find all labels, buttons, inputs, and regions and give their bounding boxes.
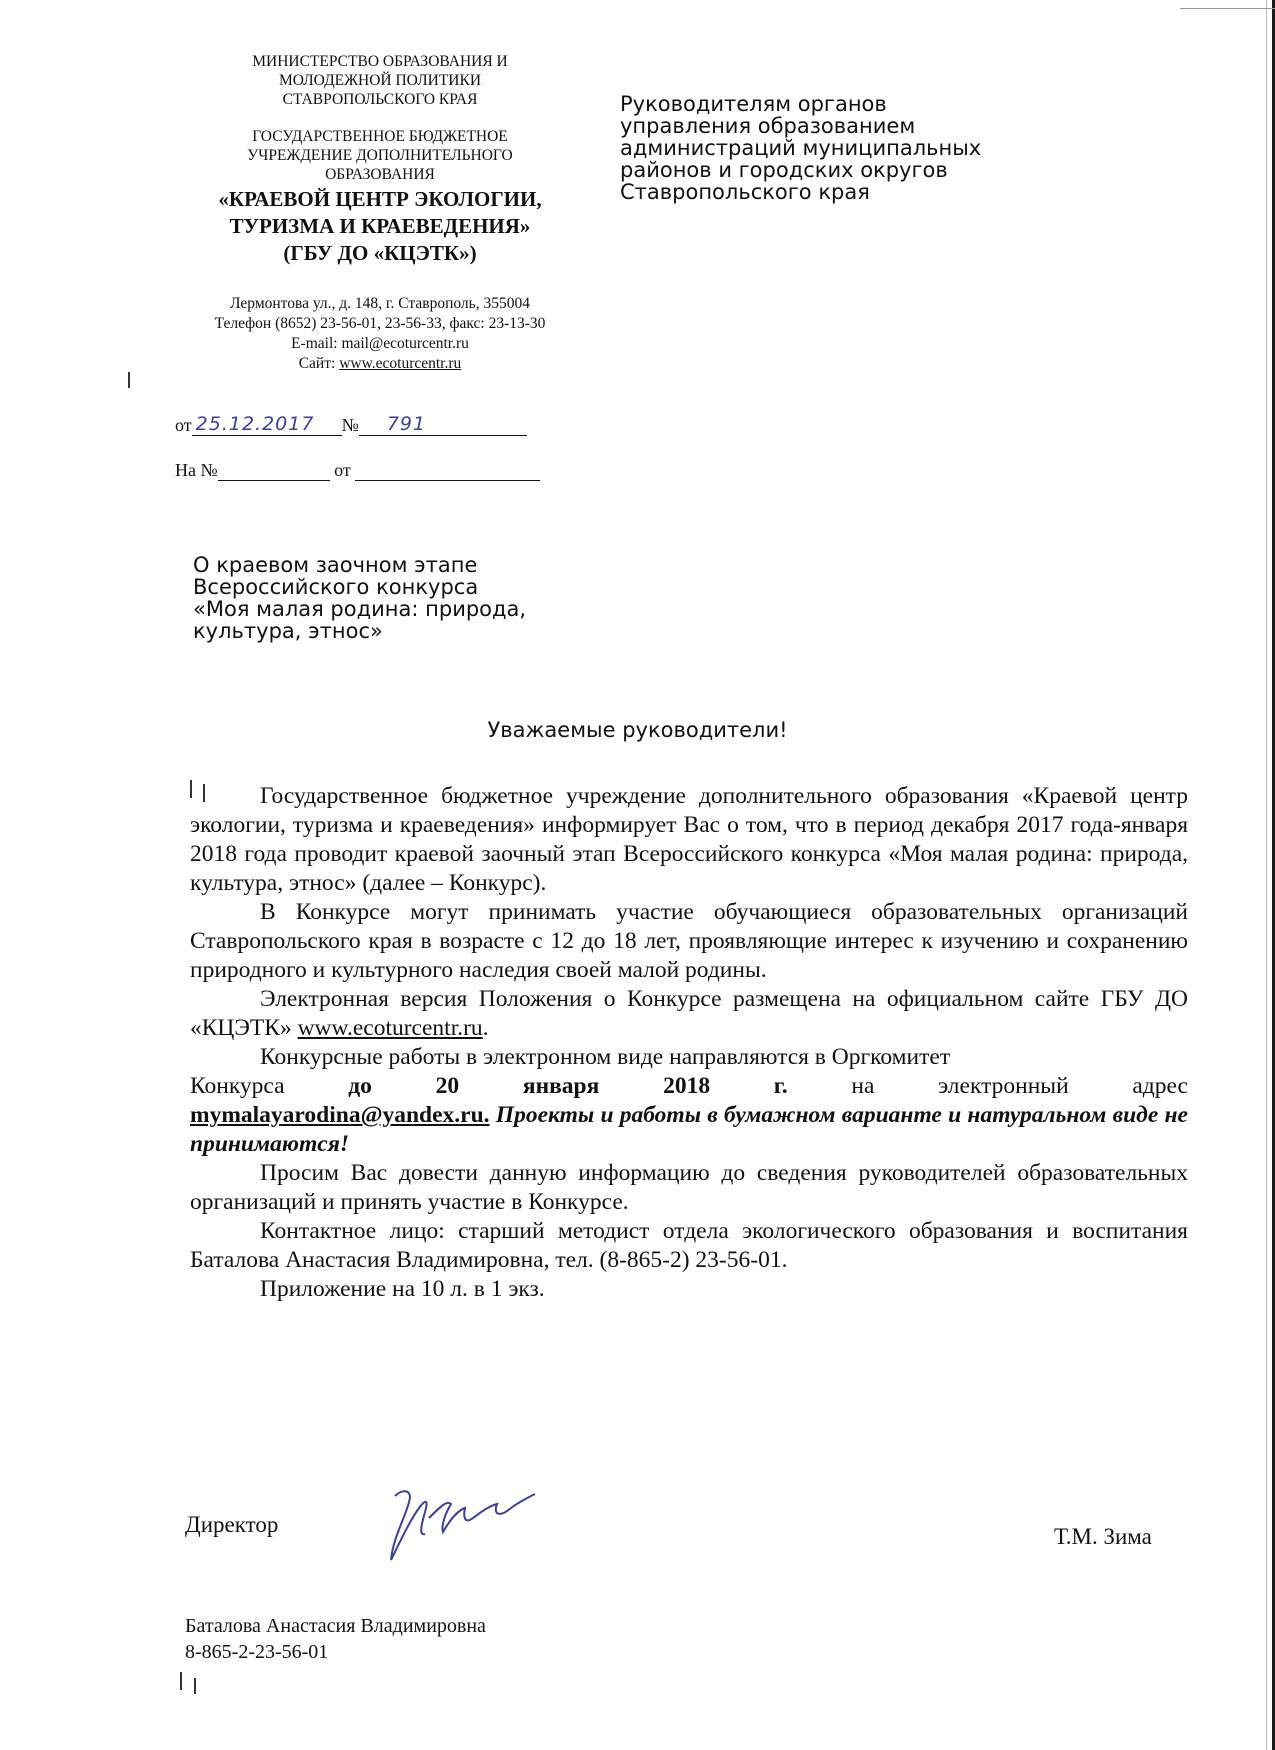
executor-contact	[185, 1613, 486, 1665]
reply-registration	[175, 460, 540, 481]
deadline-word: до	[348, 1073, 372, 1099]
center-name-line: ТУРИЗМА И КРАЕВЕДЕНИЯ»	[229, 214, 531, 238]
submission-word: на	[851, 1073, 875, 1099]
submission-word: Конкурса	[190, 1073, 285, 1099]
reply-from-label: от	[334, 460, 351, 480]
regulations-link[interactable]: www.ecoturcentr.ru	[297, 1015, 483, 1041]
addressee-line: Ставропольского края	[620, 180, 870, 204]
phone: Телефон (8652) 23-56-01, 23-56-33, факс: 23-13-30	[214, 315, 546, 332]
subject-line: О краевом заочном этапе	[193, 553, 478, 577]
scan-artifact	[203, 784, 205, 802]
reply-date-field	[355, 460, 540, 481]
addressee-line: администраций муниципальных	[620, 136, 982, 160]
addressee-line: районов и городских округов	[620, 158, 948, 182]
subject-line: Всероссийского конкурса	[193, 575, 479, 599]
from-label: от	[175, 415, 192, 435]
reply-number-field	[218, 460, 330, 481]
institution-type	[160, 127, 600, 184]
paragraph-regulations	[190, 985, 1188, 1043]
scan-artifact	[194, 1678, 196, 1694]
greeting: Уважаемые руководители!	[487, 718, 788, 742]
paragraph-submission	[190, 1043, 1188, 1159]
addressee-line: управления образованием	[620, 114, 916, 138]
subject	[193, 554, 593, 642]
submission-word: адрес	[1132, 1073, 1188, 1099]
addressee	[620, 93, 1060, 203]
letterhead	[160, 52, 600, 374]
submission-line3	[190, 1101, 1188, 1159]
scan-edge-line	[1266, 0, 1267, 1750]
number-field	[359, 415, 527, 436]
addressee-line: Руководителям органов	[620, 92, 887, 116]
deadline-word: января	[522, 1073, 600, 1099]
paragraph-request: Просим Вас довести данную информацию до сведения руководителей образовательных организаций и принять участие в Конкурсе.	[190, 1160, 1188, 1215]
paragraph-attachment: Приложение на 10 л. в 1 экз.	[260, 1276, 545, 1302]
submission-email[interactable]: mymalayarodina@yandex.ru.	[190, 1102, 490, 1128]
website	[160, 354, 600, 374]
date-field	[192, 415, 342, 436]
scan-top-line	[1180, 8, 1275, 9]
director-signature	[385, 1478, 545, 1568]
institution-line: ГОСУДАРСТВЕННОЕ БЮДЖЕТНОЕ	[252, 128, 508, 145]
paragraph-announcement: Государственное бюджетное учреждение дополнительного образования «Краевой центр экологии, туризма и краеведения» информирует Вас о том, что в период декабря 2017 года-января 2018 года проводит краевой заочный этап Всероссийского конкурса «Моя малая родина: природа, культура, этнос» (далее – Конкурс).	[190, 783, 1188, 896]
ministry-line: МОЛОДЕЖНОЙ ПОЛИТИКИ	[278, 72, 482, 89]
handwritten-date: 25.12.2017	[195, 413, 315, 435]
subject-line: культура, этнос»	[193, 619, 383, 643]
director-position: Директор	[185, 1512, 279, 1537]
number-sign: №	[341, 415, 359, 435]
outgoing-registration	[175, 415, 527, 436]
ministry-name	[160, 52, 600, 109]
letter-body	[190, 782, 1188, 1304]
scan-artifact	[128, 372, 130, 388]
contact-details	[160, 294, 600, 374]
executor-name: Баталова Анастасия Владимировна	[185, 1615, 486, 1637]
submission-line1: Конкурсные работы в электронном виде направляются в Оргкомитет	[260, 1044, 951, 1070]
director-name: Т.М. Зима	[1054, 1524, 1152, 1549]
address: Лермонтова ул., д. 148, г. Ставрополь, 355004	[230, 295, 530, 312]
deadline-word: 20	[435, 1073, 460, 1099]
regulations-end: .	[482, 1015, 489, 1041]
deadline-word: 2018	[663, 1073, 711, 1099]
deadline-word: г.	[773, 1073, 788, 1099]
center-name	[160, 186, 600, 267]
ministry-line: СТАВРОПОЛЬСКОГО КРАЯ	[282, 91, 478, 108]
email: E-mail: mail@ecoturcentr.ru	[291, 335, 469, 352]
institution-line: ОБРАЗОВАНИЯ	[325, 166, 435, 183]
submission-warning: Проекты и работы в бумажном варианте и натуральном виде не принимаются!	[190, 1102, 1188, 1157]
website-link[interactable]: www.ecoturcentr.ru	[339, 355, 462, 372]
scan-artifact	[190, 780, 192, 798]
handwritten-number: 791	[386, 413, 427, 435]
executor-phone: 8-865-2-23-56-01	[185, 1641, 329, 1663]
paragraph-contact: Контактное лицо: старший методист отдела экологического образования и воспитания Баталова Анастасия Владимировна, тел. (8-865-2) 23-56-01.	[190, 1218, 1188, 1273]
paragraph-participants: В Конкурсе могут принимать участие обучающиеся образовательных организаций Ставропольского края в возрасте с 12 до 18 лет, проявляющие интерес к изучению и сохранению природного и культурного наследия своей малой родины.	[190, 899, 1188, 983]
submission-word: электронный	[938, 1073, 1069, 1099]
submission-line2	[190, 1072, 1188, 1101]
center-name-line: (ГБУ ДО «КЦЭТК»)	[283, 241, 477, 265]
regulations-text: Электронная версия Положения о Конкурсе размещена на официальном сайте ГБУ ДО «КЦЭТК»	[190, 986, 1188, 1041]
reply-label: На №	[175, 460, 218, 480]
website-label: Сайт:	[298, 355, 340, 372]
institution-line: УЧРЕЖДЕНИЕ ДОПОЛНИТЕЛЬНОГО	[247, 147, 513, 164]
scan-artifact	[180, 1672, 182, 1690]
subject-line: «Моя малая родина: природа,	[193, 597, 527, 621]
ministry-line: МИНИСТЕРСТВО ОБРАЗОВАНИЯ И	[252, 53, 508, 70]
center-name-line: «КРАЕВОЙ ЦЕНТР ЭКОЛОГИИ,	[218, 187, 542, 211]
